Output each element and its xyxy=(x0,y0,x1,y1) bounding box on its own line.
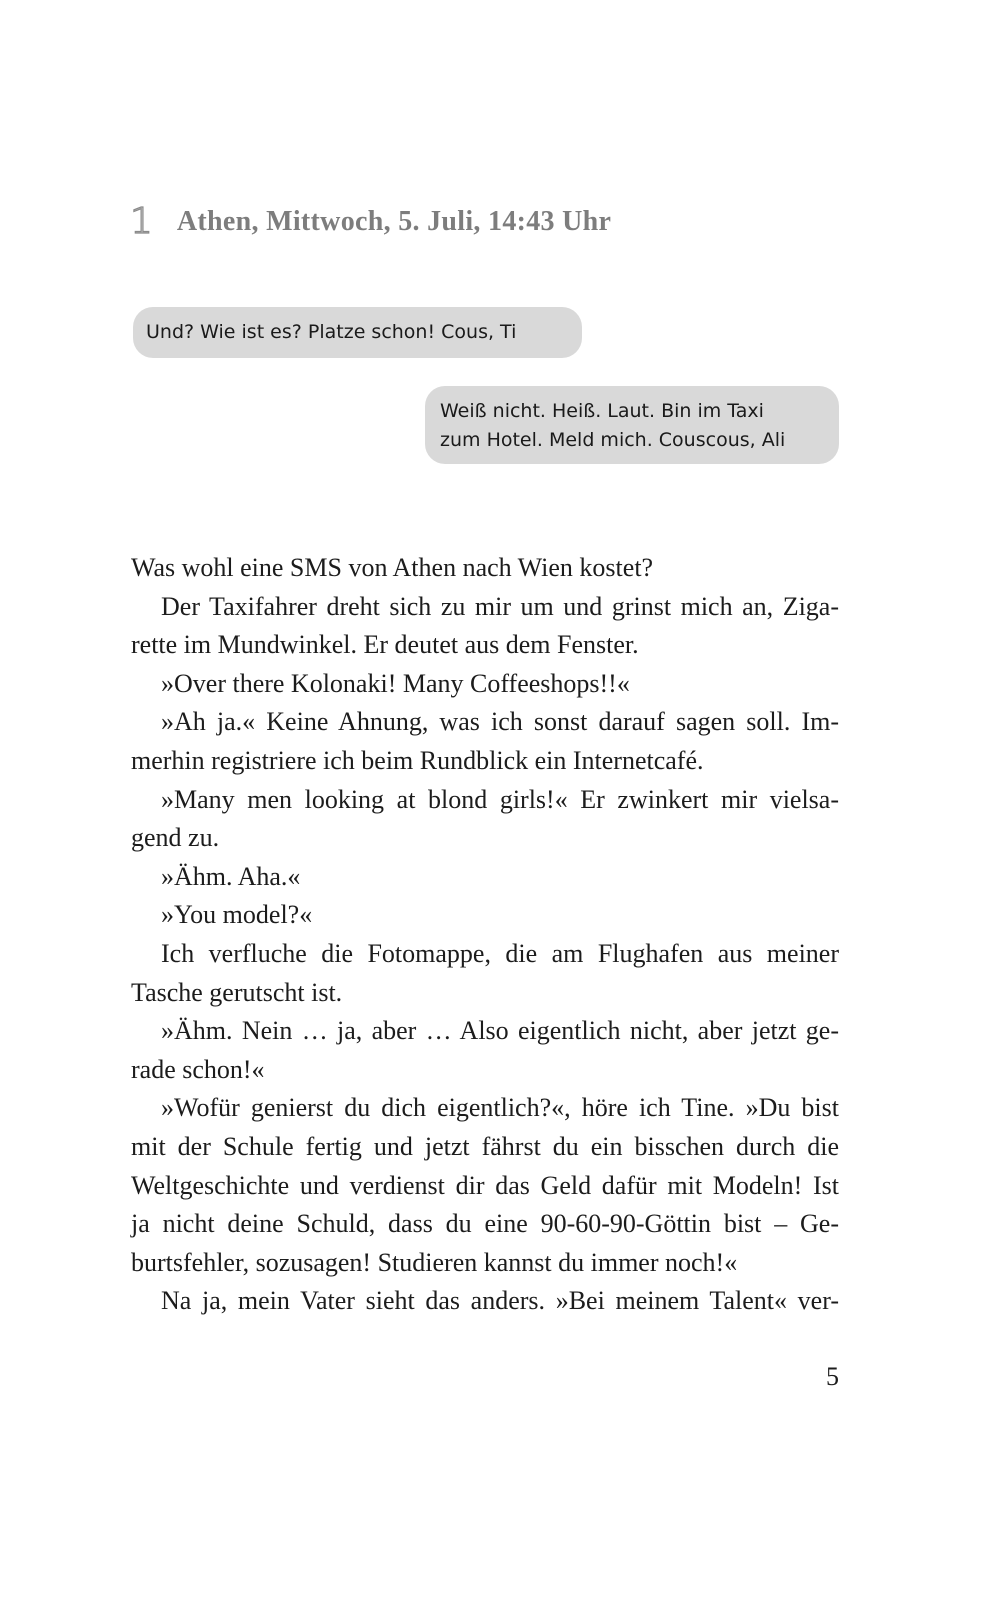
text-line: Weltgeschichte und verdienst dir das Geld dafür mit Modeln! Ist xyxy=(131,1170,839,1200)
sms-bubble-outgoing xyxy=(425,386,839,464)
text-line: rade schon!« xyxy=(131,1054,265,1084)
sms-outgoing-line: Weiß nicht. Heiß. Laut. Bin im Taxi xyxy=(440,400,764,422)
body-text xyxy=(131,549,839,1321)
text-line: merhin registriere ich beim Rundblick ein Internetcafé. xyxy=(131,745,704,775)
text-line: »Over there Kolonaki! Many Coffeeshops!!« xyxy=(161,668,630,698)
text-line: Na ja, mein Vater sieht das anders. »Bei meinem Talent« ver- xyxy=(161,1286,839,1316)
text-line: mit der Schule fertig und jetzt fährst du ein bisschen durch die xyxy=(131,1131,839,1161)
text-line: gend zu. xyxy=(131,823,220,853)
text-line: »Wofür genierst du dich eigentlich?«, höre ich Tine. »Du bist xyxy=(161,1093,839,1123)
text-line: »Ähm. Nein … ja, aber … Also eigentlich nicht, aber jetzt ge- xyxy=(161,1016,839,1046)
page-number: 5 xyxy=(826,1362,839,1391)
text-line: Ich verfluche die Fotomappe, die am Flughafen aus meiner xyxy=(161,938,839,968)
chapter-title: Athen, Mittwoch, 5. Juli, 14:43 Uhr xyxy=(176,206,612,237)
chapter-number: 1 xyxy=(130,201,153,242)
text-line: Der Taxifahrer dreht sich zu mir um und grinst mich an, Ziga- xyxy=(161,591,839,621)
text-line: »Ah ja.« Keine Ahnung, was ich sonst darauf sagen soll. Im- xyxy=(161,707,839,737)
text-line: burtsfehler, sozusagen! Studieren kannst du immer noch!« xyxy=(131,1247,738,1277)
sms-bubble-incoming xyxy=(133,307,582,358)
text-line: rette im Mundwinkel. Er deutet aus dem Fenster. xyxy=(131,630,639,660)
text-line: Was wohl eine SMS von Athen nach Wien kostet? xyxy=(131,553,654,582)
chapter-heading xyxy=(130,200,611,244)
text-line: ja nicht deine Schuld, dass du eine 90-60-90-Göttin bist – Ge- xyxy=(131,1209,839,1239)
text-line: »Many men looking at blond girls!« Er zwinkert mir vielsa- xyxy=(161,784,839,814)
sms-outgoing-line: zum Hotel. Meld mich. Couscous, Ali xyxy=(440,429,786,451)
text-line: »Ähm. Aha.« xyxy=(161,861,301,891)
sms-incoming-text: Und? Wie ist es? Platze schon! Cous, Ti xyxy=(146,321,517,343)
text-line: »You model?« xyxy=(161,900,313,930)
text-line: Tasche gerutscht ist. xyxy=(131,977,343,1007)
